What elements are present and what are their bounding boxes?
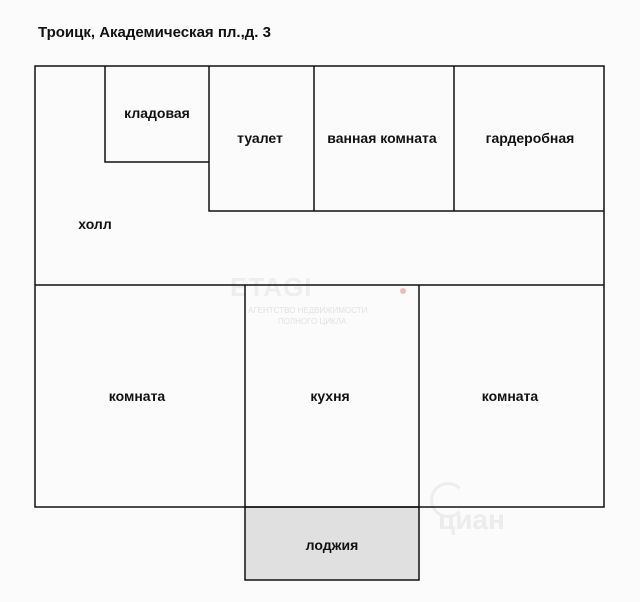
room-label-room-left: комната (108, 388, 166, 404)
room-label-loggia: лоджия (305, 537, 359, 553)
room-label-bathroom: ванная комната (327, 130, 437, 146)
agency-watermark-logo: ETAGI (230, 272, 313, 302)
room-label-storage: кладовая (124, 105, 190, 121)
agency-watermark-line1: АГЕНТСТВО НЕДВИЖИМОСТИ (248, 306, 368, 315)
room-label-kitchen: кухня (310, 388, 350, 404)
address-title: Троицк, Академическая пл.,д. 3 (38, 24, 271, 41)
room-label-wardrobe: гардеробная (485, 130, 575, 146)
room-label-room-right: комната (481, 388, 539, 404)
agency-watermark-line2: ПОЛНОГО ЦИКЛА (278, 317, 347, 326)
cian-watermark-text: циан (438, 504, 505, 535)
room-label-hall: холл (78, 216, 112, 232)
room-label-toilet: туалет (237, 130, 283, 146)
